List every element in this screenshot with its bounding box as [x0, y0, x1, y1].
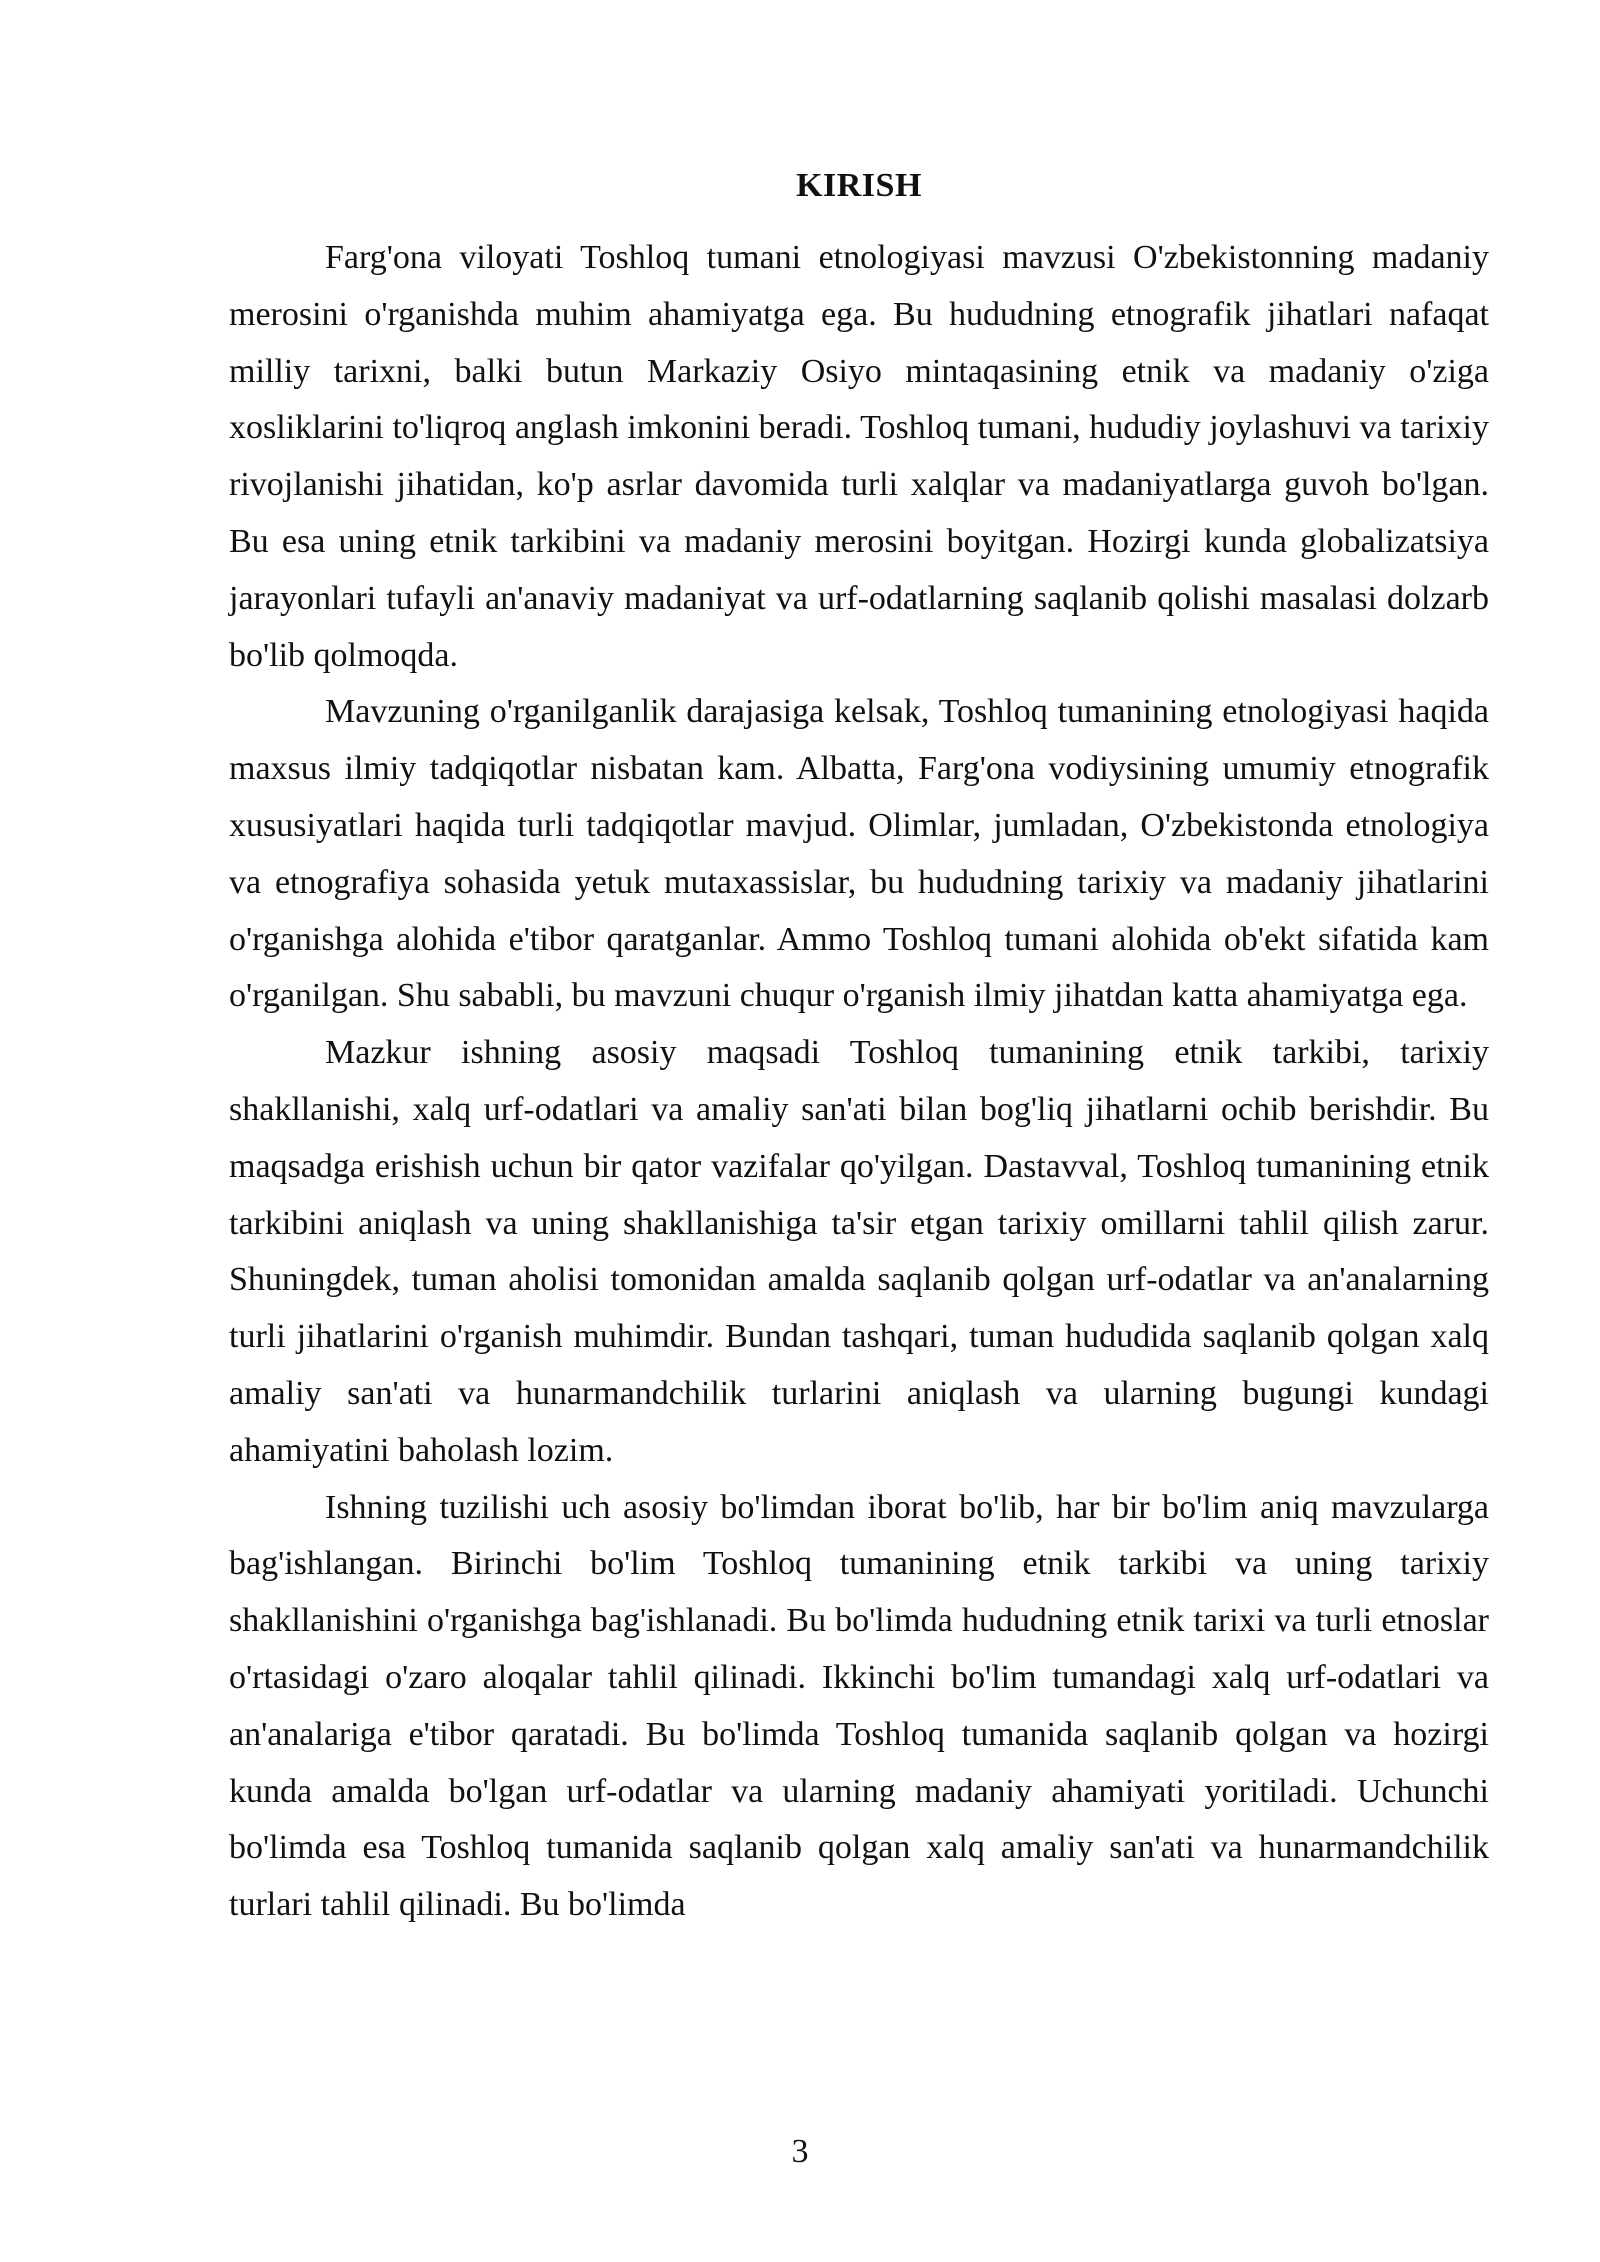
page-content	[229, 162, 1489, 1934]
paragraph-1: Farg'ona viloyati Toshloq tumani etnologiyasi mavzusi O'zbekistonning madaniy merosini o'rganishda muhim ahamiyatga ega. Bu hududning etnografik jihatlari nafaqat milliy tarixni, balki butun Markaziy Osiyo mintaqasining etnik va madaniy o'ziga xosliklarini to'liqroq anglash imkonini beradi. Toshloq tumani, hududiy joylashuvi va tarixiy rivojlanishi jihatidan, ko'p asrlar davomida turli xalqlar va madaniyatlarga guvoh bo'lgan. Bu esa uning etnik tarkibini va madaniy merosini boyitgan. Hozirgi kunda globalizatsiya jarayonlari tufayli an'anaviy madaniyat va urf-odatlarning saqlanib qolishi masalasi dolzarb bo'lib qolmoqda.	[229, 239, 1489, 674]
paragraph-2: Mavzuning o'rganilganlik darajasiga kelsak, Toshloq tumanining etnologiyasi haqida maxsus ilmiy tadqiqotlar nisbatan kam. Albatta, Farg'ona vodiysining umumiy etnografik xususiyatlari haqida turli tadqiqotlar mavjud. Olimlar, jumladan, O'zbekistonda etnologiya va etnografiya sohasida yetuk mutaxassislar, bu hududning tarixiy va madaniy jihatlarini o'rganishga alohida e'tibor qaratganlar. Ammo Toshloq tumani alohida ob'ekt sifatida kam o'rganilgan. Shu sababli, bu mavzuni chuqur o'rganish ilmiy jihatdan katta ahamiyatga ega.	[229, 693, 1489, 1015]
paragraph-4: Ishning tuzilishi uch asosiy bo'limdan iborat bo'lib, har bir bo'lim aniq mavzularga bag'ishlangan. Birinchi bo'lim Toshloq tumanining etnik tarkibi va uning tarixiy shakllanishini o'rganishga bag'ishlanadi. Bu bo'limda hududning etnik tarixi va turli etnoslar o'rtasidagi o'zaro aloqalar tahlil qilinadi. Ikkinchi bo'lim tumandagi xalq urf-odatlari va an'analariga e'tibor qaratadi. Bu bo'limda Toshloq tumanida saqlanib qolgan va hozirgi kunda amalda bo'lgan urf-odatlar va ularning madaniy ahamiyati yoritiladi. Uchunchi bo'limda esa Toshloq tumanida saqlanib qolgan xalq amaliy san'ati va hunarmandchilik turlari tahlil qilinadi. Bu bo'limda	[229, 1488, 1489, 1924]
paragraph-3: Mazkur ishning asosiy maqsadi Toshloq tumanining etnik tarkibi, tarixiy shakllanishi, xalq urf-odatlari va amaliy san'ati bilan bog'liq jihatlarni ochib berishdir. Bu maqsadga erishish uchun bir qator vazifalar qo'yilgan. Dastavval, Toshloq tumanining etnik tarkibini aniqlash va uning shakllanishiga ta'sir etgan tarixiy omillarni tahlil qilish zarur. Shuningdek, tuman aholisi tomonidan amalda saqlanib qolgan urf-odatlar va an'analarning turli jihatlarini o'rganish muhimdir. Bundan tashqari, tuman hududida saqlanib qolgan xalq amaliy san'ati va hunarmandchilik turlarini aniqlash va ularning bugungi kundagi ahamiyatini baholash lozim.	[229, 1034, 1489, 1469]
section-title: KIRISH	[796, 167, 922, 204]
page-number: 3	[791, 2133, 809, 2170]
